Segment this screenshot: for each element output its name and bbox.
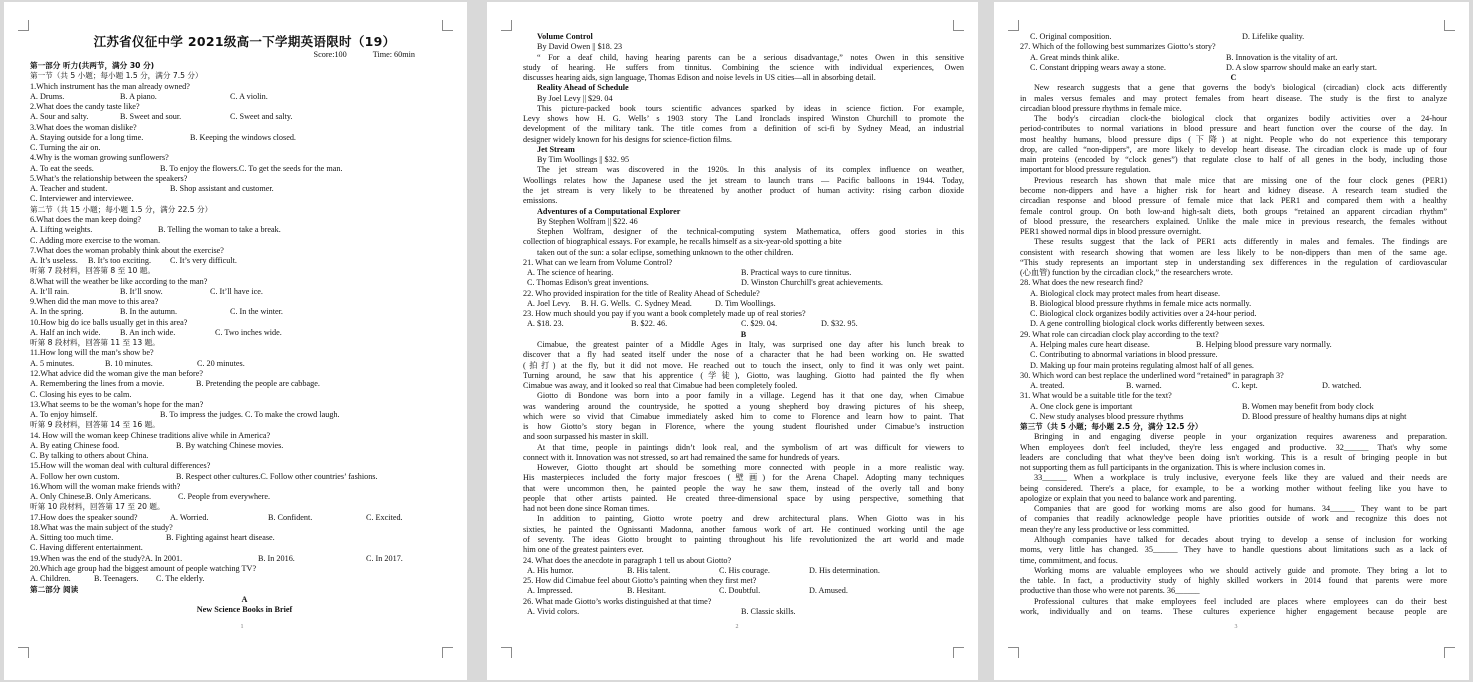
text-line: 30. Which word can best replace the underlined word “retained” in paragraph 3? [1020, 370, 1284, 380]
text-line: 4.Why is the woman growing sunflowers? [30, 153, 169, 163]
answer-options [30, 492, 459, 502]
text-line: 8.What will the weather be like according to the man? [30, 276, 208, 286]
heading: Jet Stream [537, 144, 575, 154]
answer-options [523, 607, 964, 617]
answer-option: C. kept. [1232, 381, 1258, 391]
heading: Volume Control [537, 32, 593, 41]
text-line: 听第 9 段材料，回答第 14 至 16 题。 [30, 420, 160, 430]
text-line: 12.What advice did the woman give the man before? [30, 368, 204, 378]
text-line: His masterpieces included the forty major frescoes (壁画) for the Arena Chapel. Adopting many techniques [523, 473, 964, 483]
text-line: (拍打) at the fly, but it did not move. He reached out to touch the insect, only to find it was only wet paint. [523, 360, 964, 370]
answer-option: C. 20 minutes. [197, 358, 245, 368]
answer-options [30, 328, 459, 338]
answer-options [523, 278, 964, 288]
text-line: that were uncommon then, he painted people the way he saw them, instead of the overly tall and bony [523, 483, 964, 493]
text-line: collection of biographical essays. For example, he recalls himself as a six-year-old spotting a bite [523, 237, 842, 247]
answer-option: A. Teacher and student. [30, 184, 108, 194]
text-line: At that time, people in paintings didn’t look real, and the symbolism of art was difficult for viewers to [537, 442, 964, 452]
answer-option: B. Sweet and sour. [120, 112, 182, 122]
answer-option: D. Tim Woollings. [715, 298, 776, 308]
text-line: 24. What does the anecdote in paragraph 1 tell us about Giotto? [523, 555, 732, 565]
answer-options [1020, 412, 1447, 422]
text-line: of seventy. The ideas Giotto brought to painting throughout his life revolutionized the art world and made [523, 535, 964, 545]
text-line: leaders are concluding that what they've been doing isn't working. This is a result of bringing people in but [1020, 452, 1447, 462]
text-line: not supporting them as full participants in the organization. This is where inclusion comes in. [1020, 463, 1326, 473]
text-line: These results suggest that the lack of PER1 acts differently in males and females. The findings are [1034, 237, 1447, 247]
text-line: 14. How will the woman keep Chinese traditions alive while in America? [30, 430, 271, 440]
answer-option: A. Sitting too much time. [30, 533, 114, 543]
text-line: 听第 10 段材料，回答第 17 至 20 题。 [30, 502, 165, 512]
heading: A [241, 594, 248, 604]
text-line: 15.How will the woman deal with cultural differences? [30, 461, 211, 471]
text-line: C. By talking to others about China. [30, 451, 149, 461]
answer-option: A. It’s useless. [30, 256, 78, 266]
answer-option: D. A slow sparrow should make an early start. [1226, 62, 1377, 72]
answer-options [1020, 63, 1447, 73]
text-line: drop, are called “non-dippers”, are more likely to develop heart disease. The circadian clock is made up of four [1020, 144, 1447, 154]
answer-option: A. Drums. [30, 91, 65, 101]
text-line: (心血管) function by the circadian clock,” the researchers wrote. [1020, 268, 1233, 278]
text-line: 23. How much should you pay if you want a book completely made up of real stories? [523, 309, 806, 319]
answer-option: C. Original composition. [1030, 32, 1112, 41]
text-line: being considered. There's a place, for example, to be a working mother without feeling like you have to [1020, 483, 1447, 493]
text-line: B. Biological blood pressure rhythms in female mice acts normally. [1030, 298, 1252, 308]
text-line: By David Owen || $18. 23 [537, 42, 623, 52]
text-line: mean they're any less productive or less committed. [1020, 524, 1190, 534]
document-page-1 [4, 2, 467, 680]
answer-option: B. Teenagers. [94, 574, 139, 584]
text-line: work, individually and on teams. These cultures experience higher engagement because people are [1020, 606, 1447, 616]
text-line: 6.What does the man keep doing? [30, 214, 141, 224]
section-heading: 第二部分 阅读 [30, 584, 79, 594]
answer-option: A. 5 minutes. [30, 358, 75, 368]
answer-option: B. Hesitant. [627, 586, 666, 596]
document-page-3 [994, 2, 1469, 680]
answer-option: C. Two inches wide. [215, 327, 282, 337]
text-line: 31. What would be a suitable title for the text? [1020, 391, 1172, 401]
text-line: Professional cultures that make employees feel included are places where employees can do their best [1034, 596, 1447, 606]
text-line: C. Adding more exercise to the woman. [30, 235, 161, 245]
text-line: the jet stream is very likely to be threatened by another product of human activity: rising carbon dioxide [523, 185, 964, 195]
text-line: period-contributes to normal variations in blood pressure and heart function over the course of the day. In [1020, 124, 1447, 134]
section-heading: 第三节（共 5 小题；每小题 2.5 分，满分 12.5 分） [1020, 422, 1203, 432]
answer-option: B. By watching Chinese movies. [176, 440, 284, 450]
answer-option: B. Respect other cultures.C. Follow other countries’ fashions. [176, 471, 378, 481]
text-line: 10.How big do ice balls usually get in this area? [30, 317, 188, 327]
answer-options [30, 133, 459, 143]
text-line: Levy shows how H. G. Wells’ s 1903 story The Land Ironclads inspired Winston Churchill to promote the [523, 114, 964, 124]
text-line: 7.What does the woman probably think about the exercise? [30, 245, 224, 255]
text-line: The jet stream was discovered in the 1920s. In this analysis of its complex influence on weather, [537, 165, 964, 175]
answer-option: A. Lifting weights. [30, 225, 93, 235]
answer-options [30, 533, 459, 543]
text-line: However, Giotto thought art should be something more connected with people in a more realistic way. [537, 463, 964, 473]
text-line: had not been done since Roman times. [523, 504, 650, 514]
text-line: 第一节（共 5 小题；每小题 1.5 分，满分 7.5 分） [30, 71, 203, 81]
answer-options [30, 379, 459, 389]
text-line: C. Biological clock organizes bodily activities over a 24-hour period. [1030, 309, 1257, 319]
answer-option: A. Staying outside for a long time. [30, 132, 144, 142]
answer-option: C. Constant dripping wears away a stone. [1030, 62, 1166, 72]
answer-option: A. To enjoy himself. [30, 410, 98, 420]
answer-options [30, 574, 459, 584]
answer-option: C. In 2017. [366, 553, 403, 563]
answer-option: B. It’s too exciting. [88, 256, 151, 266]
answer-option: B. Women may benefit from body clock [1242, 401, 1374, 411]
answer-option: A. In the spring. [30, 307, 84, 317]
text-line: 2.What does the candy taste like? [30, 102, 140, 112]
text-line: him one of the greatest painters ever. [523, 545, 644, 555]
text-line: productive than those who were not parents. 36______ [1020, 586, 1200, 596]
answer-option: A. Only Chinese. [30, 492, 87, 502]
answer-option: B. Fighting against heart disease. [166, 533, 275, 543]
answer-options [30, 513, 459, 523]
text-line: 20.Which age group had the biggest amount of people watching TV? [30, 564, 257, 574]
text-line: connect with it. Innovation was not stressed, so art had remained the same for hundreds of years. [523, 452, 840, 462]
heading: Reality Ahead of Schedule [537, 83, 629, 93]
answer-options [1020, 53, 1447, 63]
text-line: 29. What role can circadian clock play according to the text? [1020, 329, 1219, 339]
text-line: 25. How did Cimabue feel about Giotto’s painting when they first met? [523, 576, 757, 586]
document-page-2 [487, 2, 978, 680]
text-line: 21. What can we learn from Volume Control? [523, 257, 673, 267]
answer-option: B. Confident. [268, 512, 313, 522]
answer-options [30, 410, 459, 420]
text-line: main proteins (encoded by “clock genes”) that regulate close to half of all genes in the body, including those [1020, 155, 1447, 165]
answer-option: 17.How does the speaker sound? [30, 512, 138, 522]
text-line: Companies that are good for working moms are also good for humans. 34______ They want to be part [1034, 504, 1447, 514]
crop-mark-top-right [953, 20, 964, 31]
text-line: The body's circadian clock-the biological clock that organizes bodily activities over a 24-hour [1034, 114, 1447, 124]
answer-option: B. Only Americans. [86, 492, 152, 502]
text-line: 5.What’s the relationship between the speakers? [30, 173, 188, 183]
text-line: 16.Whom will the woman make friends with? [30, 481, 181, 491]
text-line: people that other artists painted. He created three-dimensional space by using perspective, something that [523, 493, 964, 503]
answer-options [30, 256, 459, 266]
answer-option: B. An inch wide. [120, 327, 176, 337]
text-line: most healthy humans, blood pressure dips (下降) at night. People who do not experience this temporary [1020, 134, 1447, 144]
answer-option: B. To enjoy the flowers.C. To get the seeds for the man. [160, 163, 343, 173]
answer-options [30, 554, 459, 564]
answer-options [30, 287, 459, 297]
answer-option: C. In the winter. [230, 307, 283, 317]
crop-mark-top-left [18, 20, 29, 31]
text-line: 听第 8 段材料，回答第 11 至 13 题。 [30, 338, 160, 348]
text-line: This picture-packed book tours scientific advances sparked by ideas in science fiction. For example, [537, 103, 964, 113]
text-line: sixties, he painted the Ognissanti Madonna, another famous work of art. He continued working until the age [523, 524, 964, 534]
answer-option: A. Half an inch wide. [30, 327, 101, 337]
text-line: 33______ When a workplace is truly inclusive, everyone feels like they are valued and their needs are [1034, 473, 1447, 483]
crop-mark-top-right [442, 20, 453, 31]
text-line: When employees don't feel included, they're less engaged and productive. 32______ That's why some [1020, 442, 1447, 452]
answer-option: B. warned. [1126, 381, 1162, 391]
answer-option: C. Doubtful. [719, 586, 761, 596]
page-2-text [523, 32, 964, 617]
answer-option: 19.When was the end of the study?A. In 2001. [30, 553, 183, 563]
text-line: By Joel Levy || $29. 04 [537, 93, 613, 103]
answer-options [1020, 340, 1447, 350]
answer-option: A. To eat the seeds. [30, 163, 94, 173]
answer-options [30, 359, 459, 369]
text-line: of companies that readily acknowledge people have priorities outside of work and recognize this does not [1020, 514, 1447, 524]
answer-option: B. Pretending the people are cabbage. [196, 379, 320, 389]
text-line: 第二节（共 15 小题；每小题 1.5 分，满分 22.5 分） [30, 204, 213, 214]
text-line: of blood pressure, the researchers explained. Unlike the male mice in previous research, the females without [1020, 216, 1447, 226]
crop-mark-bottom-left [1008, 647, 1019, 658]
text-line: PER1 showed normal dips in blood pressure overnight. [1020, 227, 1202, 237]
text-line: 28. What does the new research find? [1020, 278, 1143, 288]
text-line: time, commitment, and focus. [1020, 555, 1118, 565]
crop-mark-top-right [1444, 20, 1455, 31]
answer-option: A. Children. [30, 574, 71, 584]
answer-option: C. Sweet and salty. [230, 112, 293, 122]
answer-option: B. Helping blood pressure vary normally. [1196, 339, 1332, 349]
answer-options [30, 92, 459, 102]
time-label: Time: 60min [372, 50, 415, 59]
answer-option: B. In the autumn. [120, 307, 178, 317]
text-line: Working moms are valuable employees who we should actively guide and promote. They bring a lot to [1034, 565, 1447, 575]
text-line: circadian blood pressure rhythms in female mice. [1020, 103, 1182, 113]
text-line: Turning around, he saw that his apprentice (学徒), Giotto, was laughing. Giotto had painted the fly when [523, 370, 964, 380]
text-line: taken out of the sun: a solar eclipse, something unknown to the other children. [537, 247, 794, 257]
score-time-line [30, 50, 459, 61]
page-number: 1 [240, 624, 244, 630]
answer-option: B. 10 minutes. [105, 358, 153, 368]
crop-mark-bottom-right [953, 647, 964, 658]
page-1-text [30, 61, 459, 615]
answer-option: A. Helping males cure heart disease. [1030, 339, 1150, 349]
text-line: C. Closing his eyes to be calm. [30, 389, 132, 399]
heading: C [1230, 73, 1237, 83]
text-line: Previous research has shown that male mice that are missing one of the four clock genes (PER1) [1034, 175, 1447, 185]
text-line: 听第 7 段材料，回答第 8 至 10 题。 [30, 266, 155, 276]
text-line: 22. Who provided inspiration for the title of Reality Ahead of Schedule? [523, 288, 760, 298]
answer-options [523, 566, 964, 576]
text-line: New research suggests that a gene that governs the body's biological (circadian) clock acts differently [1034, 83, 1447, 93]
answer-options [523, 268, 964, 278]
text-line: was wandering around the countryside, he spotted a young shepherd boy drawing pictures of his sheep, [523, 401, 964, 411]
text-line: and soon surpassed his master in skill. [523, 432, 649, 442]
answer-options [30, 112, 459, 122]
text-line: Cimabue, the greatest painter of a Middle Ages in Italy, was surprised one day after his lunch break to [537, 339, 964, 349]
answer-option: C. The elderly. [156, 574, 205, 584]
answer-options [30, 472, 459, 482]
answer-option: C. A violin. [230, 91, 268, 101]
text-line: 27. Which of the following best summarizes Giotto’s story? [1020, 42, 1216, 52]
answer-option: C. $29. 04. [741, 319, 778, 329]
answer-option: D. watched. [1322, 381, 1362, 391]
answer-option: C. Sydney Mead. [635, 298, 692, 308]
answer-option: B. A piano. [120, 91, 157, 101]
heading: B [740, 329, 747, 339]
text-line: 26. What made Giotto’s works distinguished at that time? [523, 596, 712, 606]
text-line: Cimabue was away, and it looked so real that Cimabue had been completely fooled. [523, 381, 798, 391]
answer-options [30, 184, 459, 194]
text-line: emissions. [523, 196, 558, 206]
answer-option: D. Lifelike quality. [1242, 32, 1305, 41]
answer-option: A. By eating Chinese food. [30, 440, 120, 450]
text-line: D. A gene controlling biological clock works differently between sexes. [1030, 319, 1265, 329]
text-line: “This study represents an important step in understanding sex differences in the regulation of cardiovascular [1020, 257, 1447, 267]
text-line: consistent with research showing that women are less likely to be non-dippers than men of the same age. [1020, 247, 1447, 257]
text-line: Bringing in and engaging diverse people in your organization requires awareness and preparation. [1034, 432, 1447, 442]
answer-option: A. Impressed. [527, 586, 573, 596]
answer-option: C. Excited. [366, 512, 403, 522]
text-line: By Stephen Wolfram || $22. 46 [537, 216, 638, 226]
answer-option: D. His determination. [809, 565, 880, 575]
crop-mark-bottom-left [501, 647, 512, 658]
answer-option: C. New study analyses blood pressure rhythms [1030, 411, 1184, 421]
page-title: 江苏省仪征中学 2021级高一下学期英语限时（19） [93, 34, 396, 49]
text-line: moms, very little has changed. 35______ They have to handle questions about limitations such as a lack of [1020, 545, 1447, 555]
answer-option: B. Keeping the windows closed. [190, 132, 296, 142]
heading: New Science Books in Brief [196, 605, 293, 615]
answer-option: B. Classic skills. [741, 606, 796, 616]
answer-option: A. Joel Levy. [527, 298, 571, 308]
answer-option: B. To impress the judges. C. To make the crowd laugh. [160, 410, 340, 420]
answer-option: C. It’ll have ice. [210, 286, 263, 296]
section-heading: 第一部分 听力(共两节，满分 30 分) [30, 61, 155, 70]
page-3-text [1020, 32, 1447, 617]
text-line: 1.Which instrument has the man already owned? [30, 81, 190, 91]
text-line: apologize or explain that you need to balance work and parenting. [1020, 493, 1237, 503]
page-number: 2 [735, 624, 739, 630]
answer-option: B. Innovation is the vitality of art. [1226, 52, 1338, 62]
answer-options [523, 299, 964, 309]
answer-option: A. His humor. [527, 565, 574, 575]
answer-option: D. $32. 95. [821, 319, 858, 329]
crop-mark-bottom-left [18, 647, 29, 658]
answer-option: A. Vivid colors. [527, 606, 580, 616]
answer-option: C. Thomas Edison's great inventions. [527, 278, 649, 288]
answer-option: D. Blood pressure of healthy humans dips at night [1242, 411, 1407, 421]
text-line: designer widely known for his designs for science-fiction films. [523, 134, 732, 144]
answer-option: A. Worried. [170, 512, 209, 522]
answer-option: C. His courage. [719, 565, 770, 575]
text-line: discusses hearing aids, sign language, Thomas Edison and noise levels in US cities—all in absorbing detail. [523, 73, 876, 83]
answer-option: A. treated. [1030, 381, 1065, 391]
text-line: the table. In fact, a productivity study of highly skilled workers in 2014 found that parents were more [1020, 576, 1447, 586]
answer-option: B. His talent. [627, 565, 671, 575]
text-line: which were so vivid that Cimabue immediately asked him to come to Florence and learn how to paint. That [523, 411, 964, 421]
answer-option: A. Follow her own custom. [30, 471, 120, 481]
text-line: become non-dippers and have a higher risk for heart and kidney disease. A research team studied the [1020, 185, 1447, 195]
text-line: C. Contributing to abnormal variations in blood pressure. [1030, 350, 1218, 360]
answer-option: C. It’s very difficult. [170, 256, 237, 266]
answer-option: A. It’ll rain. [30, 286, 70, 296]
text-line: circadian response and blood pressure of female mice that lack PER1 and compared them with a healthy [1020, 196, 1447, 206]
answer-option: A. Remembering the lines from a movie. [30, 379, 165, 389]
answer-option: B. In 2016. [258, 553, 295, 563]
text-line: 9.When did the man move to this area? [30, 297, 159, 307]
text-line: C. Having different entertainment. [30, 543, 143, 553]
text-line: C. Interviewer and interviewee. [30, 194, 134, 204]
answer-option: B. H. G. Wells. [581, 298, 631, 308]
text-line: 13.What seems to be the woman’s hope for the man? [30, 399, 204, 409]
answer-option: A. One clock gene is important [1030, 401, 1133, 411]
answer-options [1020, 381, 1447, 391]
text-line: In addition to painting, Giotto wrote poetry and drew architectural plans. When Giotto was in his [537, 514, 964, 524]
answer-option: D. Winston Churchill's great achievements. [741, 278, 883, 288]
text-line: development of the military tank. The title comes from a definition of sci-fi by Sydney Mead, an industrial [523, 124, 964, 134]
answer-option: A. The science of hearing. [527, 268, 614, 278]
answer-options [30, 164, 459, 174]
answer-options [523, 586, 964, 596]
text-line: 11.How long will the man’s show be? [30, 348, 154, 358]
text-line: Woollings relates how the Japanese used the jet stream to launch trans — Pacific balloons in 1944. Today, [523, 175, 964, 185]
text-line: C. Turning the air on. [30, 143, 101, 153]
answer-options [1020, 402, 1447, 412]
page-number: 3 [1234, 624, 1238, 630]
answer-option: B. It’ll snow. [120, 286, 163, 296]
answer-option: B. Practical ways to cure tinnitus. [741, 268, 852, 278]
text-line: Giotto di Bondone was born into a poor family in a village. Legend has it that one day, when Cimabue [537, 391, 964, 401]
answer-option: D. Amused. [809, 586, 848, 596]
text-line: Although companies have talked for decades about trying to develop a sense of inclusion for working [1034, 535, 1447, 545]
answer-option: A. Sour and salty. [30, 112, 89, 122]
text-line: study of hearing. He suffers from tinnitus. Combining the science with individual experiences, Owen [523, 62, 964, 72]
answer-option: B. Telling the woman to take a break. [158, 225, 281, 235]
text-line: important for blood pressure regulation. [1020, 165, 1151, 175]
crop-mark-bottom-right [442, 647, 453, 658]
crop-mark-top-left [1008, 20, 1019, 31]
heading: Adventures of a Computational Explorer [537, 206, 681, 216]
answer-options [523, 319, 964, 329]
crop-mark-bottom-right [1444, 647, 1455, 658]
answer-options [1020, 32, 1447, 42]
text-line: 18.What was the main subject of the study? [30, 522, 173, 532]
answer-options [30, 441, 459, 451]
answer-option: A. Great minds think alike. [1030, 52, 1120, 62]
answer-option: B. Shop assistant and customer. [170, 184, 274, 194]
crop-mark-top-left [501, 20, 512, 31]
text-line: Stephen Wolfram, designer of the technical-computing system Mathematica, offers good stories in this [537, 227, 964, 237]
score-label: Score:100 [313, 50, 347, 59]
text-line: “ For a deaf child, having hearing parents can be a serious disadvantage,” notes Owen in this sensitive [537, 52, 964, 62]
text-line: 3.What does the woman dislike? [30, 122, 137, 132]
text-line: By Tim Woollings || $32. 95 [537, 155, 630, 165]
text-line: female control group. On both low-and high-salt diets, both groups “retained an apparent circadian rhythm” [1020, 206, 1447, 216]
text-line: is how Giotto’s story began in Florence, where the young student flourished under Cimabue’s instruction [523, 422, 964, 432]
text-line: discover that a fly had seated itself under the nose of a character that he had been working on. He swatted [523, 350, 964, 360]
text-line: D. Making up four main proteins regulating almost half of all genes. [1030, 360, 1254, 370]
answer-option: A. $18. 23. [527, 319, 564, 329]
text-line: in males versus females and may protect females from heart disease. The study is the first to analyze [1020, 93, 1447, 103]
answer-options [30, 225, 459, 235]
answer-option: B. $22. 46. [631, 319, 668, 329]
answer-options [30, 307, 459, 317]
text-line: A. Biological clock may protect males from heart disease. [1030, 288, 1221, 298]
answer-option: C. People from everywhere. [178, 492, 271, 502]
